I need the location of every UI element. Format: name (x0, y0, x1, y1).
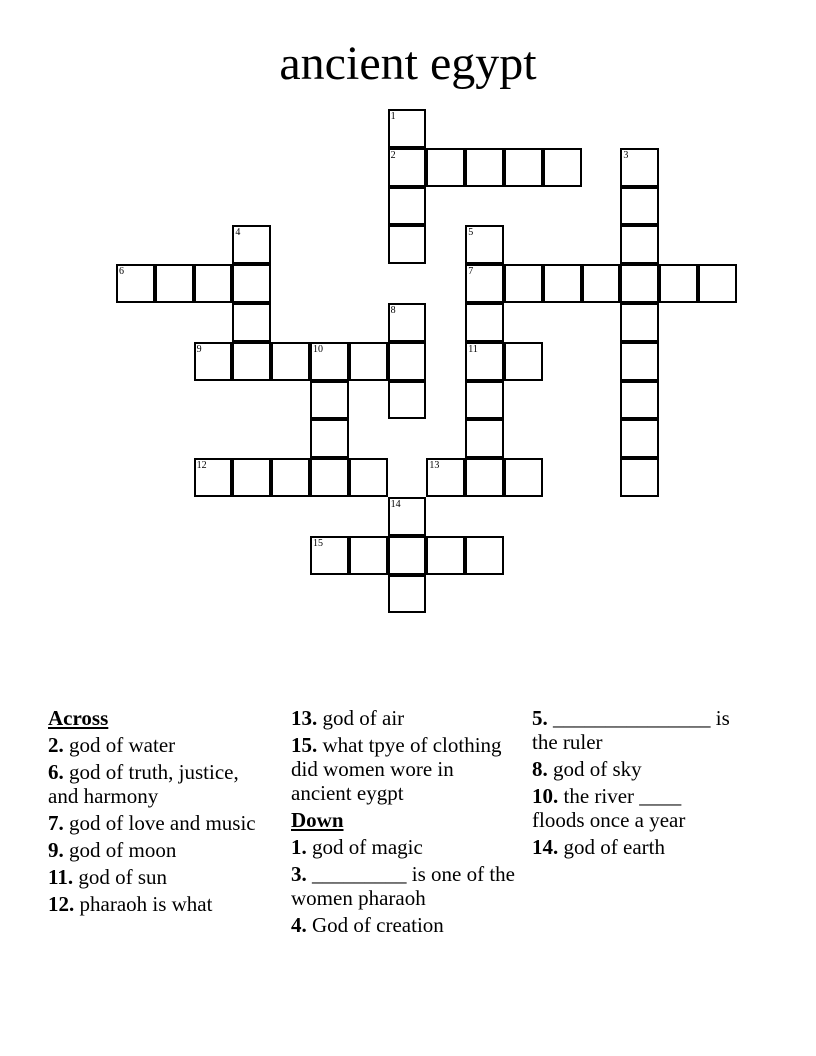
grid-cell[interactable] (620, 458, 659, 497)
grid-cell[interactable] (388, 225, 427, 264)
grid-cell[interactable] (543, 264, 582, 303)
clue-number: 12 (196, 460, 207, 472)
grid-cell[interactable] (232, 458, 271, 497)
grid-cell[interactable] (271, 458, 310, 497)
clue-column-3 (532, 703, 737, 859)
grid-cell[interactable] (620, 419, 659, 458)
clue-column-1 (48, 703, 263, 916)
grid-cell[interactable] (194, 264, 233, 303)
grid-cell[interactable] (388, 109, 427, 148)
clue-across-6: 6. god of truth, justice, and harmony (48, 760, 239, 808)
grid-cell[interactable] (426, 536, 465, 575)
across-heading: Across (48, 706, 109, 730)
down-heading: Down (291, 808, 344, 832)
clue-number: 2 (390, 149, 396, 161)
grid-cell[interactable] (504, 458, 543, 497)
grid-cell[interactable] (543, 148, 582, 187)
grid-cell[interactable] (504, 264, 543, 303)
grid-cell[interactable] (310, 536, 349, 575)
grid-cell[interactable] (232, 342, 271, 381)
grid-cell[interactable] (194, 458, 233, 497)
grid-cell[interactable] (465, 148, 504, 187)
grid-cell[interactable] (349, 536, 388, 575)
grid-cell[interactable] (620, 187, 659, 226)
clue-number: 1 (390, 111, 396, 122)
grid-cell[interactable] (232, 264, 271, 303)
grid-cell[interactable] (310, 458, 349, 497)
grid-cell[interactable] (426, 148, 465, 187)
grid-cell[interactable] (232, 303, 271, 342)
grid-cell[interactable] (465, 342, 504, 381)
clue-down-5: 5. _______________ is the ruler (532, 706, 730, 754)
grid-cell[interactable] (659, 264, 698, 303)
grid-cell[interactable] (465, 536, 504, 575)
grid-cell[interactable] (349, 458, 388, 497)
grid-cell[interactable] (310, 381, 349, 420)
clue-down-3: 3. _________ is one of the women pharaoh (291, 862, 515, 910)
clue-down-1: 1. god of magic (291, 835, 423, 859)
clue-column-2 (291, 703, 516, 937)
clue-across-13: 13. god of air (291, 706, 405, 730)
grid-cell[interactable] (465, 458, 504, 497)
clue-number: 9 (196, 343, 202, 355)
grid-cell[interactable] (388, 536, 427, 575)
grid-cell[interactable] (504, 148, 543, 187)
grid-cell[interactable] (388, 187, 427, 226)
clue-number: 15 (313, 537, 323, 549)
clue-across-12: 12. pharaoh is what (48, 892, 213, 916)
grid-cell[interactable] (620, 148, 659, 187)
grid-cell[interactable] (388, 303, 427, 342)
grid-cell[interactable] (349, 342, 388, 381)
clue-number: 3 (623, 149, 629, 161)
grid-cell[interactable] (620, 303, 659, 342)
clue-down-8: 8. god of sky (532, 757, 642, 781)
clue-number: 14 (390, 499, 401, 510)
grid-cell[interactable] (465, 381, 504, 420)
grid-cell[interactable] (698, 264, 737, 303)
grid-cell[interactable] (271, 342, 310, 381)
grid-cell[interactable] (232, 225, 271, 264)
grid-cell[interactable] (388, 381, 427, 420)
clue-number: 11 (468, 343, 478, 355)
clue-across-15: 15. what tpye of clothing did women wore in ancient eygpt (291, 733, 502, 805)
grid-cell[interactable] (426, 458, 465, 497)
grid-cell[interactable] (388, 497, 427, 536)
clue-number: 4 (235, 227, 241, 239)
grid-cell[interactable] (116, 264, 155, 303)
clue-down-10: 10. the river ____ floods once a year (532, 784, 686, 832)
grid-cell[interactable] (620, 342, 659, 381)
clue-across-2: 2. god of water (48, 733, 176, 757)
grid-cell[interactable] (194, 342, 233, 381)
grid-cell[interactable] (388, 342, 427, 381)
grid-cell[interactable] (310, 342, 349, 381)
grid-cell[interactable] (388, 148, 427, 187)
clue-across-7: 7. god of love and music (48, 811, 256, 835)
grid-cell[interactable] (504, 342, 543, 381)
grid-cell[interactable] (465, 264, 504, 303)
grid-cell[interactable] (465, 419, 504, 458)
grid-cell[interactable] (465, 225, 504, 264)
grid-cell[interactable] (465, 303, 504, 342)
clue-number: 8 (390, 305, 396, 316)
grid-cell[interactable] (310, 419, 349, 458)
grid-cell[interactable] (388, 575, 427, 614)
clue-number: 13 (429, 460, 440, 472)
clue-across-9: 9. god of moon (48, 838, 177, 862)
grid-cell[interactable] (620, 381, 659, 420)
clue-number: 6 (119, 266, 124, 278)
grid-cell[interactable] (620, 225, 659, 264)
clue-number: 7 (468, 266, 474, 278)
page-title: ancient egypt (279, 37, 537, 90)
clue-across-11: 11. god of sun (48, 865, 168, 889)
grid-cell[interactable] (582, 264, 621, 303)
grid-cell[interactable] (620, 264, 659, 303)
crossword-grid (117, 110, 757, 630)
grid-cell[interactable] (155, 264, 194, 303)
clue-down-14: 14. god of earth (532, 835, 665, 859)
clue-number: 10 (313, 343, 323, 355)
clue-down-4: 4. God of creation (291, 913, 444, 937)
clue-number: 5 (468, 227, 474, 239)
